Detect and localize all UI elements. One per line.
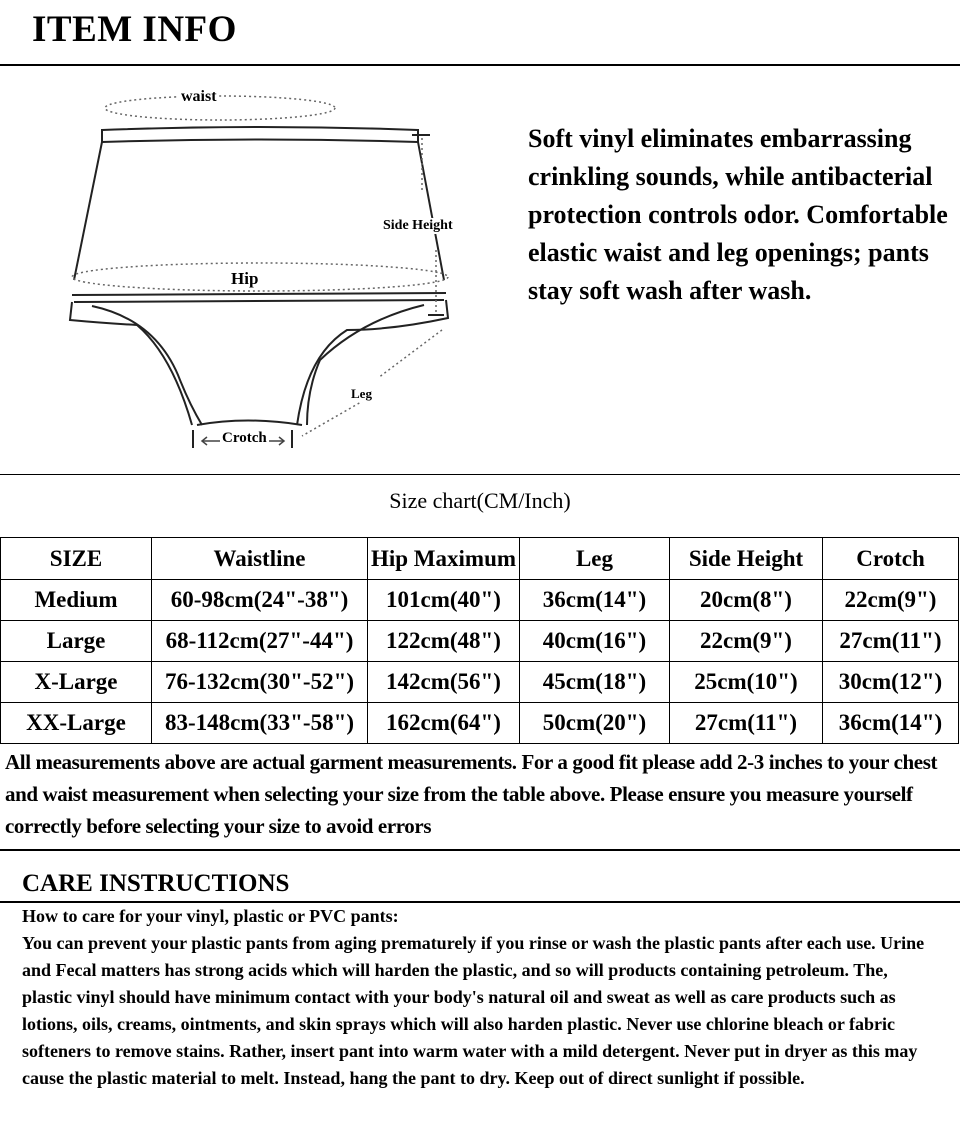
table-cell: 45cm(18") [520,662,670,703]
table-cell: 27cm(11") [670,703,823,744]
waist-label: waist [181,88,217,105]
table-cell: 36cm(14") [520,580,670,621]
table-cell: 27cm(11") [823,621,959,662]
table-cell: 76-132cm(30"-52") [152,662,368,703]
header-waistline: Waistline [152,538,368,580]
briefs-diagram-icon [62,80,472,460]
leg-label: Leg [351,386,372,401]
chart-top-border [0,474,960,475]
title-divider [0,64,960,66]
hip-label: Hip [231,269,259,288]
page-title: ITEM INFO [32,9,237,50]
table-cell: 68-112cm(27"-44") [152,621,368,662]
table-cell: 83-148cm(33"-58") [152,703,368,744]
size-diagram [62,80,472,460]
table-cell: 60-98cm(24"-38") [152,580,368,621]
table-cell: 30cm(12") [823,662,959,703]
note-divider [0,849,960,851]
size-chart-title: Size chart(CM/Inch) [389,488,571,513]
table-cell: X-Large [1,662,152,703]
measurement-note: All measurements above are actual garment measurements. For a good fit please add 2-3 inches to your chest and waist measurement when selecting your size from the table above. Please ensure you measure yourself correctly before selecting your size to avoid errors [5,750,938,838]
header-hip-maximum: Hip Maximum [368,538,520,580]
care-instructions-body: You can prevent your plastic pants from aging prematurely if you rinse or wash the plastic pants after each use. Urine and Fecal matters has strong acids which will harden the plastic, and so will products containing petroleum. The, plastic vinyl should have minimum contact with your body's natural oil and sweat as well as care products such as lotions, oils, creams, ointments, and skin sprays which will also harden plastic. Never use chlorine bleach or fabric softeners to remove stains. Rather, insert pant into warm water with a mild detergent. Never put in dryer as this may cause the plastic material to melt. Instead, hang the pant to dry. Keep out of direct sunlight if possible. [22,933,925,1088]
table-row [1,703,959,744]
table-cell: 101cm(40") [368,580,520,621]
care-title-divider [0,901,960,903]
table-cell: 36cm(14") [823,703,959,744]
table-row [1,662,959,703]
table-row [1,621,959,662]
table-cell: 22cm(9") [670,621,823,662]
table-cell: Large [1,621,152,662]
table-cell: 50cm(20") [520,703,670,744]
table-header-row [1,538,959,580]
table-cell: 25cm(10") [670,662,823,703]
care-subtitle: How to care for your vinyl, plastic or PVC pants: [22,906,399,926]
size-table [0,537,959,744]
table-cell: 20cm(8") [670,580,823,621]
table-cell: 162cm(64") [368,703,520,744]
table-row [1,580,959,621]
side-height-label: Side Height [383,218,453,233]
product-description: Soft vinyl eliminates embarrassing crinkling sounds, while antibacterial protection controls odor. Comfortable elastic waist and leg openings; pants stay soft wash after wash. [528,124,948,305]
header-size: SIZE [1,538,152,580]
header-crotch: Crotch [823,538,959,580]
header-side-height: Side Height [670,538,823,580]
header-leg: Leg [520,538,670,580]
table-cell: XX-Large [1,703,152,744]
table-cell: 22cm(9") [823,580,959,621]
table-cell: 122cm(48") [368,621,520,662]
table-cell: Medium [1,580,152,621]
crotch-label: Crotch [222,430,267,446]
table-cell: 142cm(56") [368,662,520,703]
care-instructions-title: CARE INSTRUCTIONS [22,870,290,897]
table-cell: 40cm(16") [520,621,670,662]
